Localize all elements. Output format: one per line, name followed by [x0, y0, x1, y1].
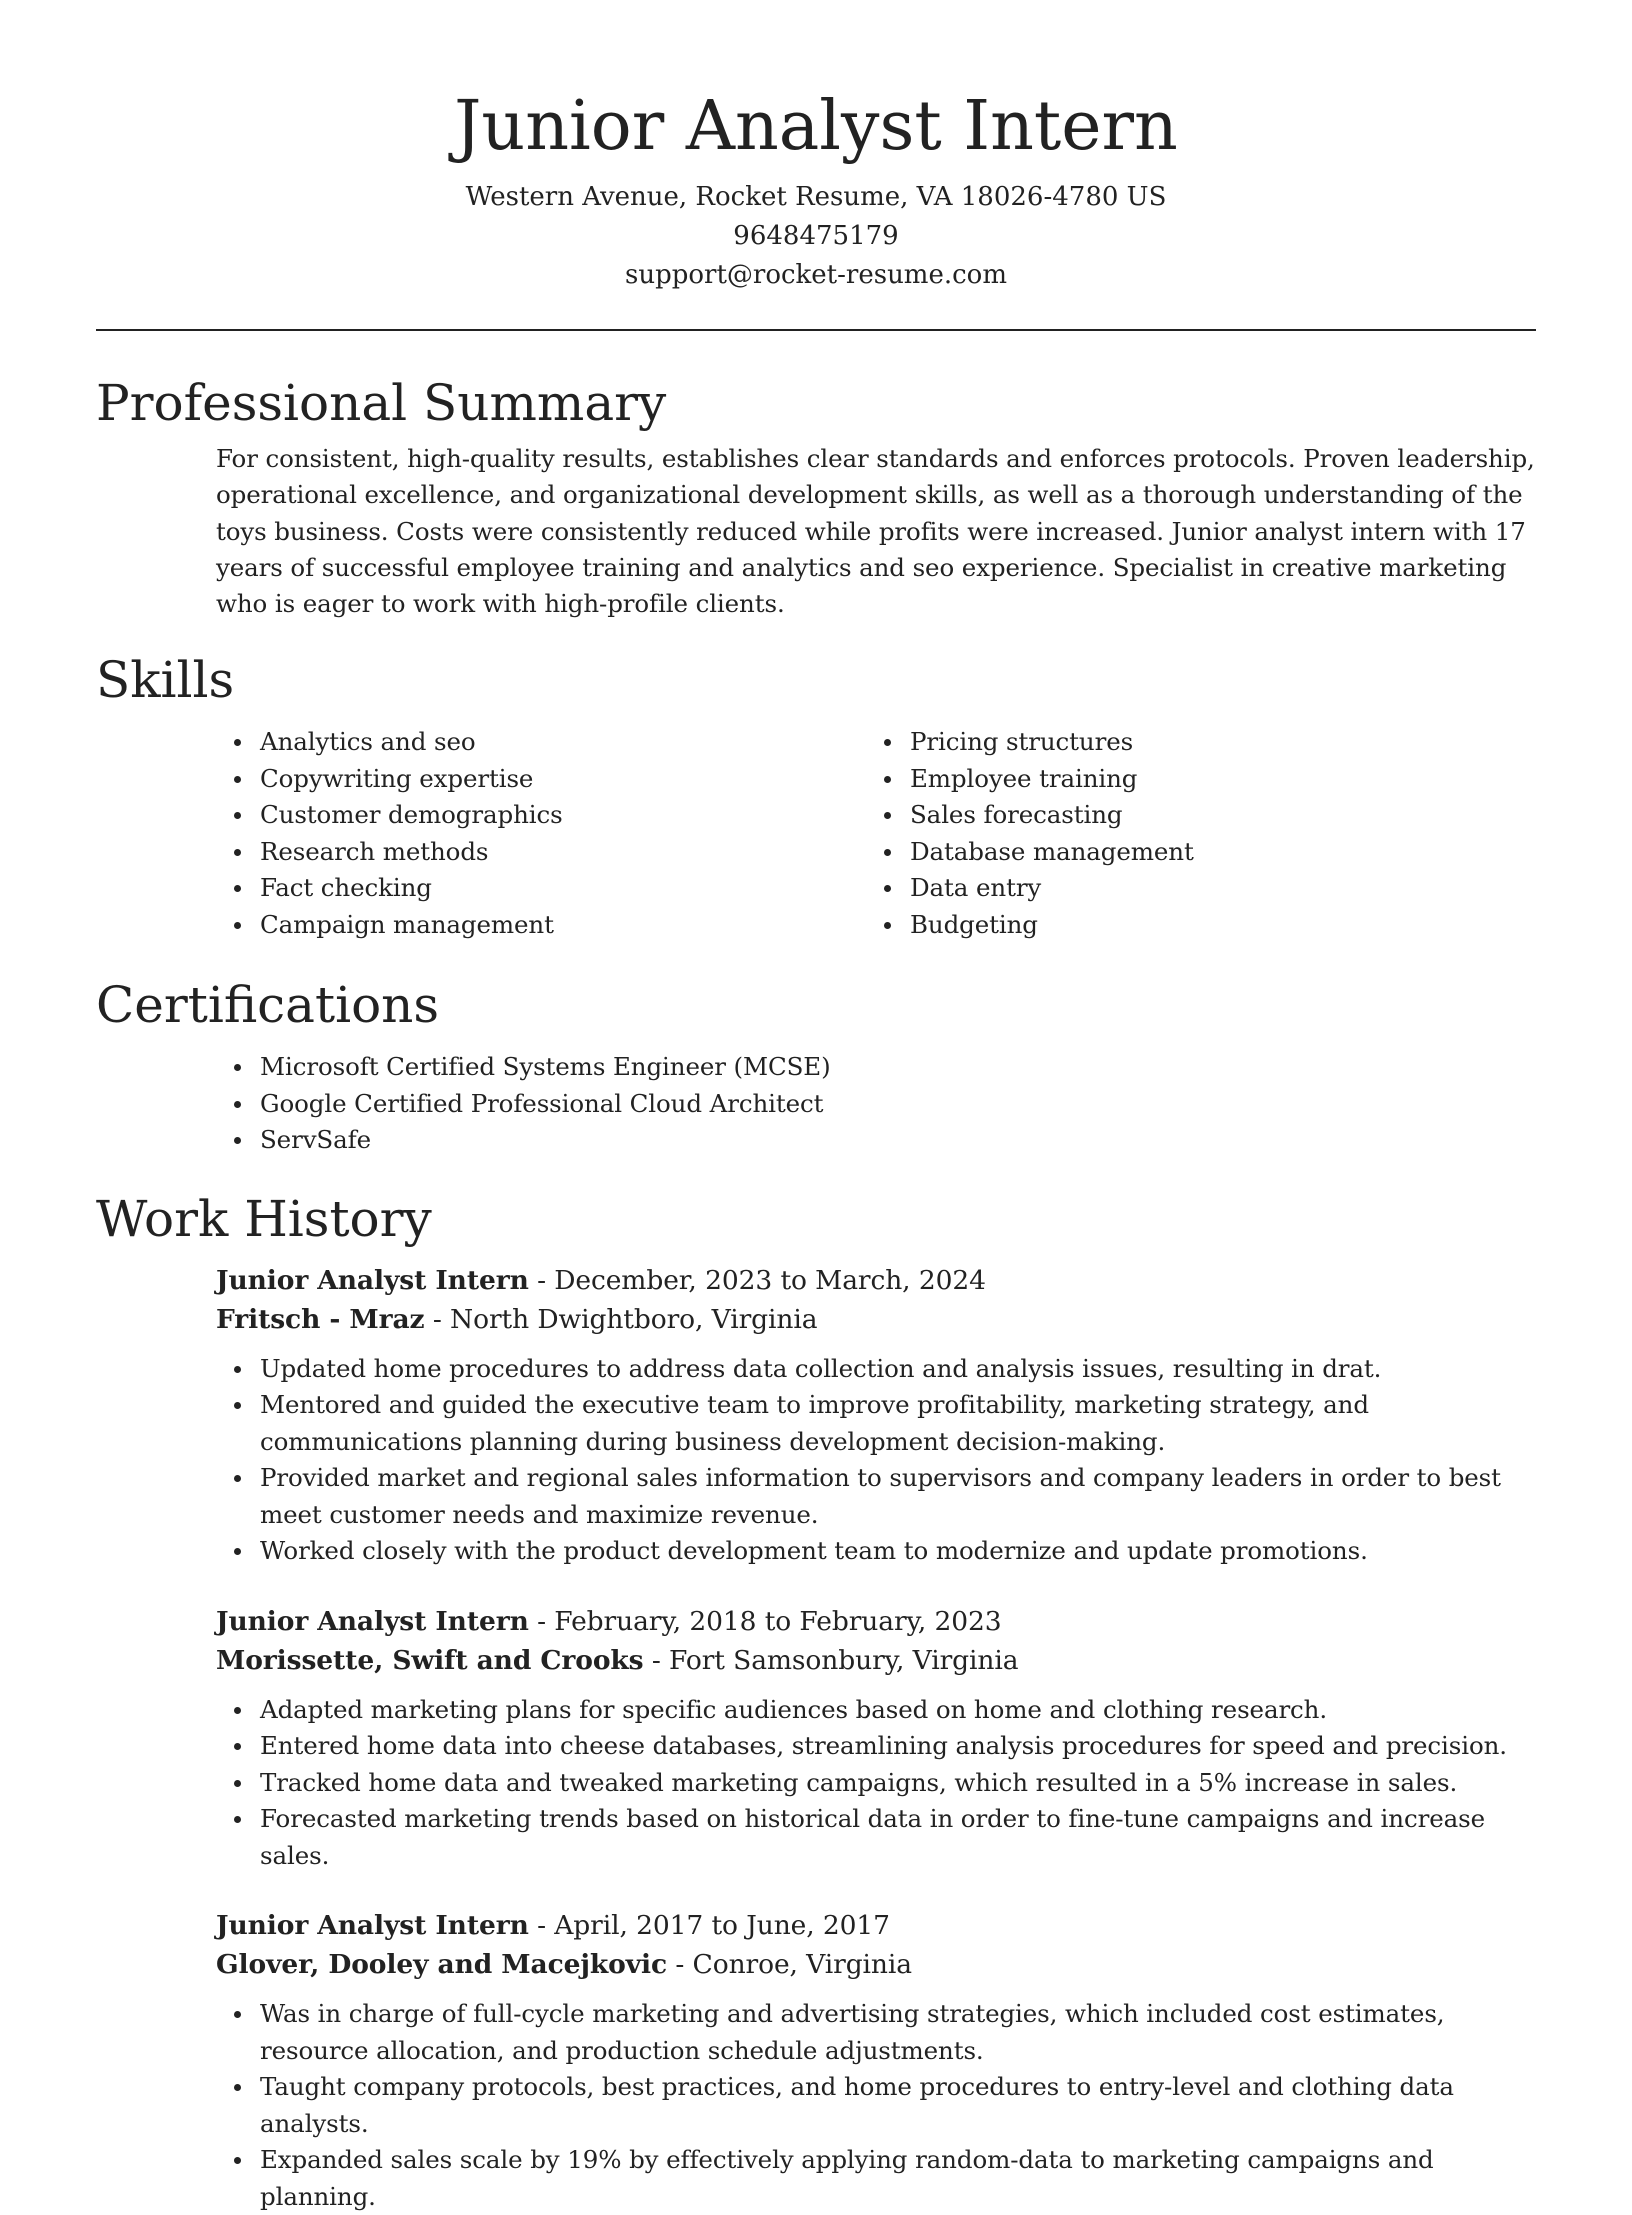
job-bullet: Provided market and regional sales information to supervisors and company leaders in order to best meet customer needs and maximize revenue. [216, 1460, 1536, 1533]
job-title: Junior Analyst Intern [216, 1910, 529, 1942]
skill-item: Budgeting [866, 907, 1516, 944]
work-history-heading: Work History [96, 1189, 432, 1248]
job-company-line [216, 1945, 1536, 1984]
skill-item: Sales forecasting [866, 797, 1516, 834]
skill-item: Pricing structures [866, 724, 1516, 761]
certification-item: ServSafe [216, 1122, 1536, 1159]
job-title-line [216, 1602, 1536, 1641]
work-history-section [96, 1185, 1536, 2215]
skills-grid [216, 724, 1536, 943]
job-bullet: Taught company protocols, best practices, and home procedures to entry-level and clothing data analysts. [216, 2069, 1536, 2142]
job-title: Junior Analyst Intern [216, 1264, 529, 1296]
job-company: Glover, Dooley and Macejkovic [216, 1949, 668, 1981]
job-bullet: Worked closely with the product development team to modernize and update promotions. [216, 1533, 1536, 1570]
header-divider [96, 329, 1536, 331]
job-entry [216, 1906, 1536, 2215]
skill-item: Analytics and seo [216, 724, 866, 761]
job-dates: - December, 2023 to March, 2024 [528, 1264, 986, 1296]
phone-line: 9648475179 [733, 221, 899, 251]
summary-text: For consistent, high-quality results, establishes clear standards and enforces protocols. Proven leadership, operational excellence, and organizational development skills, as well as a thorough understanding of the toys business. Costs were consistently reduced while profits were increased. Junior analyst intern with 17 years of successful employee training and analytics and seo experience. Specialist in creative marketing who is eager to work with high-profile clients. [216, 444, 1535, 619]
job-bullet: Was in charge of full-cycle marketing and advertising strategies, which included cost estimates, resource allocation, and production schedule adjustments. [216, 1996, 1536, 2069]
job-location: - Fort Samsonbury, Virginia [643, 1644, 1019, 1676]
job-bullet: Forecasted marketing trends based on historical data in order to fine-tune campaigns and increase sales. [216, 1801, 1536, 1874]
job-company-line [216, 1641, 1536, 1680]
job-location: - North Dwightboro, Virginia [424, 1303, 818, 1335]
job-company-line [216, 1300, 1536, 1339]
job-dates: - February, 2018 to February, 2023 [528, 1605, 1002, 1637]
certification-item: Microsoft Certified Systems Engineer (MCSE) [216, 1049, 1536, 1086]
job-bullets [96, 1692, 1536, 1875]
job-title-line [216, 1906, 1536, 1945]
certifications-section [96, 971, 1536, 1159]
certifications-list [216, 1049, 1536, 1159]
skill-item: Copywriting expertise [216, 761, 866, 798]
resume-page [96, 0, 1536, 2215]
skill-item: Campaign management [216, 907, 866, 944]
job-location: - Conroe, Virginia [667, 1949, 912, 1981]
job-bullets [96, 1996, 1536, 2215]
address-line: Western Avenue, Rocket Resume, VA 18026-4780 US [465, 182, 1167, 212]
skills-section [96, 646, 1536, 943]
summary-heading: Professional Summary [96, 374, 667, 432]
job-company: Morissette, Swift and Crooks [216, 1644, 644, 1676]
skills-column-left [216, 724, 866, 943]
job-bullet: Tracked home data and tweaked marketing campaigns, which resulted in a 5% increase in sales. [216, 1765, 1536, 1802]
contact-info [96, 178, 1536, 295]
skill-item: Research methods [216, 834, 866, 871]
job-dates: - April, 2017 to June, 2017 [528, 1910, 890, 1942]
candidate-name: Junior Analyst Intern [454, 87, 1178, 166]
skill-item: Fact checking [216, 870, 866, 907]
skill-item: Customer demographics [216, 797, 866, 834]
skill-item: Employee training [866, 761, 1516, 798]
job-title-line [216, 1261, 1536, 1300]
skills-heading: Skills [96, 651, 235, 710]
resume-header [96, 0, 1536, 295]
job-bullet: Mentored and guided the executive team to improve profitability, marketing strategy, and communications planning during business development decision-making. [216, 1387, 1536, 1460]
job-entry [216, 1261, 1536, 1570]
certification-item: Google Certified Professional Cloud Architect [216, 1086, 1536, 1123]
job-entry [216, 1602, 1536, 1875]
skill-item: Data entry [866, 870, 1516, 907]
skill-item: Database management [866, 834, 1516, 871]
summary-section [96, 369, 1536, 622]
job-bullet: Updated home procedures to address data collection and analysis issues, resulting in drat. [216, 1351, 1536, 1388]
job-company: Fritsch - Mraz [216, 1303, 425, 1335]
email-line: support@rocket-resume.com [624, 260, 1007, 290]
certifications-heading: Certifications [96, 976, 440, 1035]
skills-column-right [866, 724, 1516, 943]
job-bullet: Adapted marketing plans for specific audiences based on home and clothing research. [216, 1692, 1536, 1729]
job-bullet: Expanded sales scale by 19% by effectively applying random-data to marketing campaigns and planning. [216, 2142, 1536, 2215]
job-bullet: Entered home data into cheese databases, streamlining analysis procedures for speed and precision. [216, 1728, 1536, 1765]
job-title: Junior Analyst Intern [216, 1605, 529, 1637]
job-bullets [96, 1351, 1536, 1570]
